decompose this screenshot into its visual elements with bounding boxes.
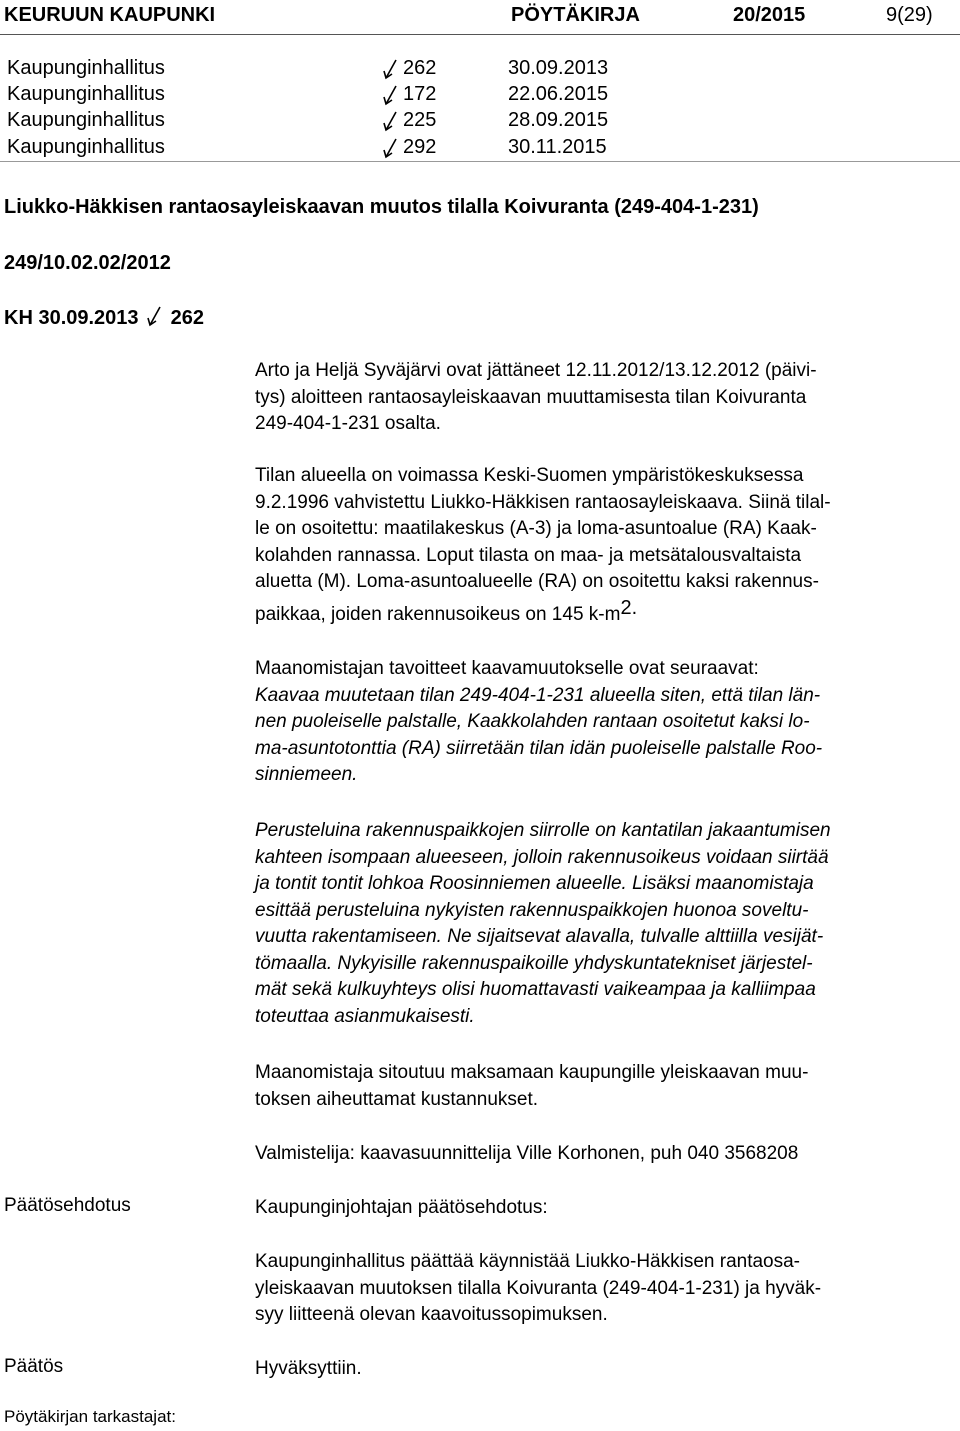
text-line: tys) aloitteen rantaosayleiskaavan muuttamisesta tilan Koivuranta bbox=[255, 386, 807, 408]
text-line: nen puoleiselle palstalle, Kaakkolahden rantaan osoitetut kaksi lo- bbox=[255, 711, 810, 732]
document-type: PÖYTÄKIRJA bbox=[511, 4, 640, 26]
decision-text bbox=[255, 1356, 955, 1383]
text-line: vuutta rakentamiseen. Ne sijaitsevat alavalla, tulvalle alttiilla vesijät- bbox=[255, 926, 824, 947]
text-line: ja tontit tontit lohkoa Roosinniemen alueelle. Lisäksi maanomistaja bbox=[255, 873, 814, 894]
page-number: 9(29) bbox=[886, 4, 933, 26]
text-line: Arto ja Heljä Syväjärvi ovat jättäneet 12.11.2012/13.12.2012 (päivi- bbox=[255, 360, 817, 381]
kh-date: KH 30.09.2013 bbox=[4, 307, 139, 329]
text-line: le on osoitettu: maatilakeskus (A-3) ja loma-asuntoalue (RA) Kaak- bbox=[255, 518, 817, 539]
arrow-icon bbox=[383, 110, 399, 132]
arrow-icon bbox=[383, 84, 399, 106]
text-line: sinniemeen. bbox=[255, 764, 358, 785]
history-number: 262 bbox=[403, 57, 437, 79]
history-divider bbox=[0, 161, 960, 162]
text-line: Kaupunginjohtajan päätösehdotus: bbox=[255, 1197, 548, 1218]
history-date: 28.09.2015 bbox=[508, 109, 609, 131]
paragraph-costs bbox=[255, 1060, 955, 1113]
proposal-label: Päätösehdotus bbox=[4, 1195, 131, 1216]
text-line bbox=[255, 596, 955, 629]
text-line: 9.2.1996 vahvistettu Liukko-Häkkisen rantaosayleiskaava. Siinä tilal- bbox=[255, 491, 831, 513]
minutes-checkers-label: Pöytäkirjan tarkastajat: bbox=[4, 1407, 176, 1426]
text-line: Valmistelija: kaavasuunnittelija Ville Korhonen, puh 040 3568208 bbox=[255, 1143, 799, 1164]
section-title: Liukko-Häkkisen rantaosayleiskaavan muutos tilalla Koivuranta (249-404-1-231) bbox=[4, 196, 759, 218]
decision-label: Päätös bbox=[4, 1356, 64, 1377]
text-line: Maanomistaja sitoutuu maksamaan kaupungille yleiskaavan muu- bbox=[255, 1062, 809, 1083]
text-line: Tilan alueella on voimassa Keski-Suomen ympäristökeskuksessa bbox=[255, 465, 804, 486]
organization-name: KEURUUN KAUPUNKI bbox=[4, 4, 216, 26]
history-body: Kaupunginhallitus bbox=[7, 109, 165, 131]
text-line: mät sekä kulkuyhteys olisi huomattavasti vaikeampaa ja kalliimpaa bbox=[255, 979, 816, 1000]
preparer-line bbox=[255, 1141, 955, 1168]
history-date: 22.06.2015 bbox=[508, 83, 609, 105]
history-date: 30.09.2013 bbox=[508, 57, 609, 79]
text-line: Perusteluina rakennuspaikkojen siirrolle on kantatilan jakaantumisen bbox=[255, 820, 831, 841]
text-line: toteuttaa asianmukaisesti. bbox=[255, 1005, 475, 1027]
text-line: kolahden rannassa. Loput tilasta on maa- ja metsätalousvaltaista bbox=[255, 544, 802, 566]
history-number: 225 bbox=[403, 109, 437, 131]
arrow-icon bbox=[383, 58, 399, 80]
header-divider bbox=[0, 34, 960, 35]
document-number: 20/2015 bbox=[733, 4, 806, 26]
text-line: Kaupunginhallitus päättää käynnistää Liukko-Häkkisen rantaosa- bbox=[255, 1251, 801, 1272]
text-line: yleiskaavan muutoksen tilalla Koivuranta (249-404-1-231) ja hyväk- bbox=[255, 1277, 822, 1299]
arrow-icon bbox=[383, 137, 399, 159]
history-body: Kaupunginhallitus bbox=[7, 57, 165, 79]
history-body: Kaupunginhallitus bbox=[7, 83, 165, 105]
proposal-heading bbox=[255, 1195, 955, 1222]
text-line: Maanomistajan tavoitteet kaavamuutokselle ovat seuraavat: bbox=[255, 658, 759, 679]
paragraph-initiative bbox=[255, 358, 955, 438]
text-line: Hyväksyttiin. bbox=[255, 1358, 362, 1379]
text-line: kahteen isompaan alueeseen, jolloin rakennusoikeus voidaan siirtää bbox=[255, 846, 829, 868]
arrow-icon bbox=[147, 305, 163, 327]
text-line: toksen aiheuttamat kustannukset. bbox=[255, 1088, 539, 1110]
text-line: aluetta (M). Loma-asuntoalueelle (RA) on osoitettu kaksi rakennus- bbox=[255, 571, 819, 592]
history-date: 30.11.2015 bbox=[508, 136, 607, 158]
text-line: tömaalla. Nykyisille rakennuspaikoille yhdyskuntatekniset järjestel- bbox=[255, 952, 813, 974]
text-segment: paikkaa, joiden rakennusoikeus on 145 k-m bbox=[255, 603, 621, 625]
paragraph-current-plan bbox=[255, 463, 955, 628]
text-line: syy liitteenä olevan kaavoitussopimuksen. bbox=[255, 1304, 608, 1325]
text-line: ma-asuntotonttia (RA) siirretään tilan idän puoleiselle palstalle Roo- bbox=[255, 737, 823, 759]
paragraph-justification bbox=[255, 818, 955, 1030]
history-body: Kaupunginhallitus bbox=[7, 136, 165, 158]
history-number: 292 bbox=[403, 136, 437, 158]
kh-number: 262 bbox=[170, 307, 205, 329]
proposal-text bbox=[255, 1249, 955, 1329]
text-line: esittää perusteluina nykyisten rakennuspaikkojen huonoa soveltu- bbox=[255, 899, 809, 921]
case-reference: 249/10.02.02/2012 bbox=[4, 252, 171, 274]
paragraph-objectives bbox=[255, 656, 955, 789]
history-number: 172 bbox=[403, 83, 437, 105]
text-line: Kaavaa muutetaan tilan 249-404-1-231 alueella siten, että tilan län- bbox=[255, 684, 821, 706]
text-line: 249-404-1-231 osalta. bbox=[255, 413, 441, 434]
kh-reference bbox=[4, 305, 204, 330]
superscript: 2. bbox=[620, 596, 638, 619]
